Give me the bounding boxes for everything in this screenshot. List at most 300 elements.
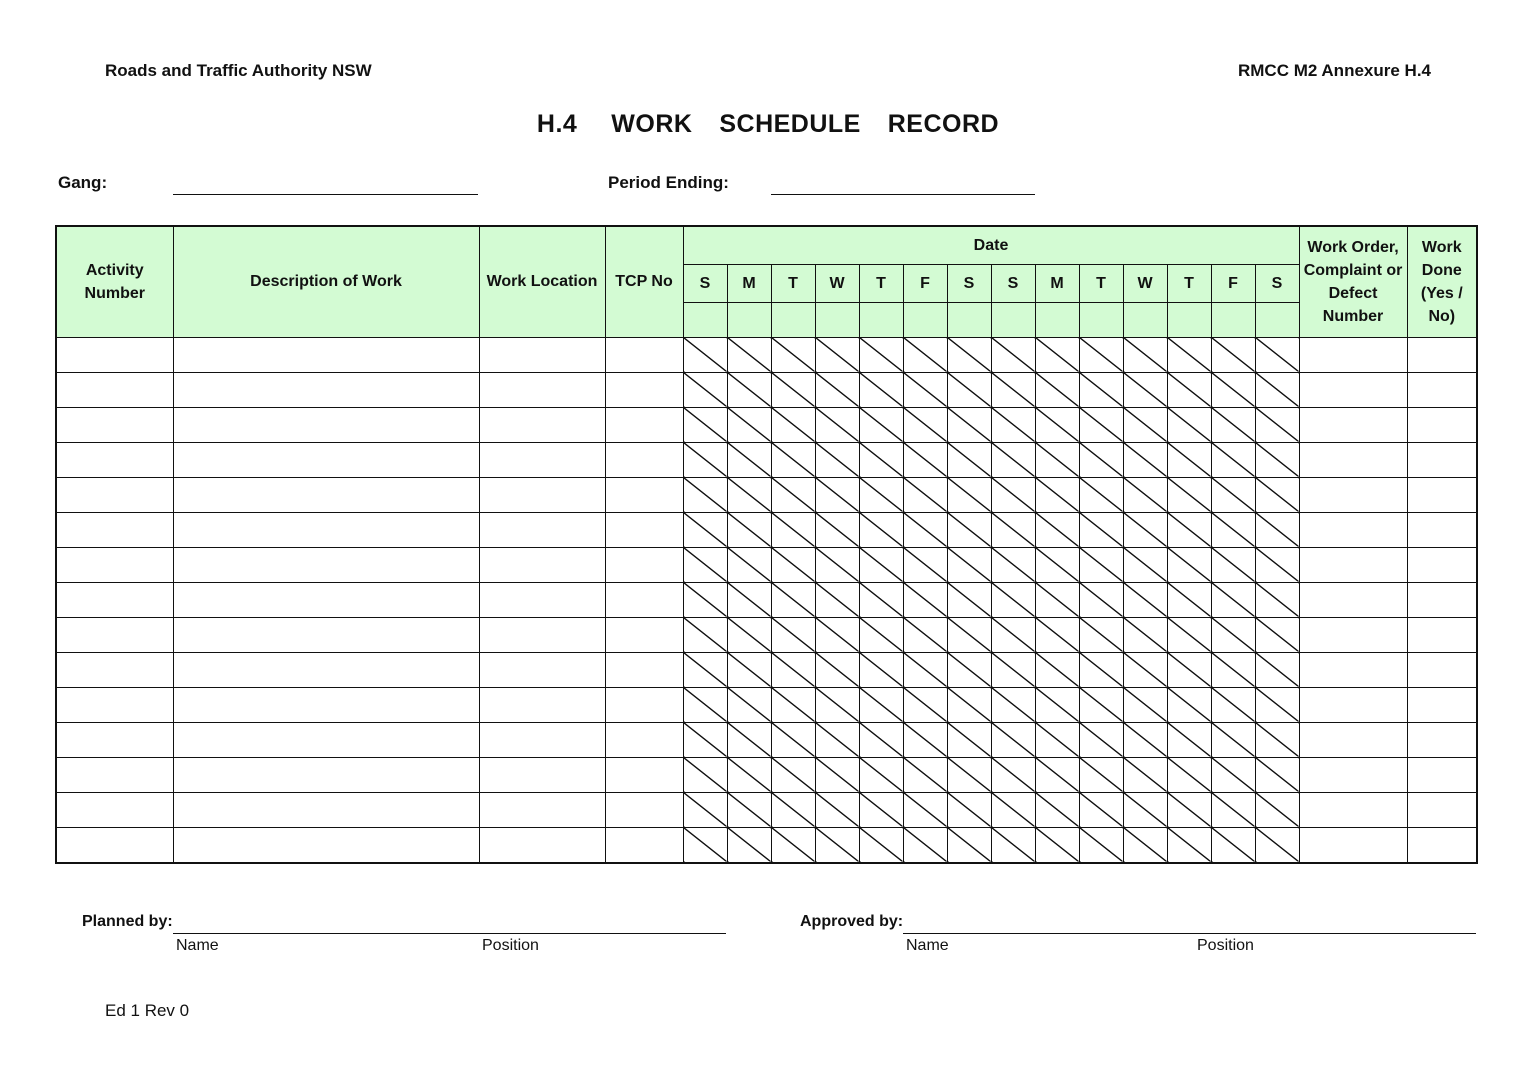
tcp-no-cell[interactable] [605,372,683,407]
work-done-cell[interactable] [1407,827,1477,863]
work-order-cell[interactable] [1299,337,1407,372]
day-cell[interactable] [1167,757,1211,792]
work-done-cell[interactable] [1407,547,1477,582]
day-cell[interactable] [1035,442,1079,477]
work-done-cell[interactable] [1407,687,1477,722]
day-cell[interactable] [1255,547,1299,582]
day-cell[interactable] [683,757,727,792]
day-cell[interactable] [991,792,1035,827]
day-cell[interactable] [859,792,903,827]
day-cell[interactable] [771,722,815,757]
date-cell[interactable] [1255,302,1299,337]
activity-number-cell[interactable] [56,617,173,652]
day-cell[interactable] [991,687,1035,722]
gang-field[interactable] [173,194,478,195]
day-cell[interactable] [903,652,947,687]
date-cell[interactable] [947,302,991,337]
day-cell[interactable] [991,547,1035,582]
description-cell[interactable] [173,722,479,757]
day-cell[interactable] [1123,687,1167,722]
tcp-no-cell[interactable] [605,407,683,442]
approved-by-field[interactable] [903,933,1476,934]
day-cell[interactable] [903,722,947,757]
work-order-cell[interactable] [1299,512,1407,547]
day-cell[interactable] [947,512,991,547]
day-cell[interactable] [947,547,991,582]
day-cell[interactable] [1255,477,1299,512]
day-cell[interactable] [1123,617,1167,652]
day-cell[interactable] [727,757,771,792]
day-cell[interactable] [815,372,859,407]
day-cell[interactable] [1123,337,1167,372]
day-cell[interactable] [1167,617,1211,652]
day-cell[interactable] [991,652,1035,687]
day-cell[interactable] [683,652,727,687]
day-cell[interactable] [1079,372,1123,407]
day-cell[interactable] [727,512,771,547]
day-cell[interactable] [683,687,727,722]
day-cell[interactable] [815,337,859,372]
day-cell[interactable] [903,757,947,792]
day-cell[interactable] [1079,687,1123,722]
day-cell[interactable] [815,407,859,442]
tcp-no-cell[interactable] [605,652,683,687]
day-cell[interactable] [1123,372,1167,407]
day-cell[interactable] [727,617,771,652]
day-cell[interactable] [1211,372,1255,407]
day-cell[interactable] [947,337,991,372]
date-cell[interactable] [859,302,903,337]
day-cell[interactable] [1123,582,1167,617]
day-cell[interactable] [1211,827,1255,863]
description-cell[interactable] [173,617,479,652]
tcp-no-cell[interactable] [605,512,683,547]
day-cell[interactable] [1211,617,1255,652]
work-order-cell[interactable] [1299,722,1407,757]
work-done-cell[interactable] [1407,477,1477,512]
day-cell[interactable] [727,337,771,372]
day-cell[interactable] [859,442,903,477]
day-cell[interactable] [683,372,727,407]
day-cell[interactable] [815,512,859,547]
date-cell[interactable] [727,302,771,337]
day-cell[interactable] [903,512,947,547]
description-cell[interactable] [173,687,479,722]
day-cell[interactable] [947,652,991,687]
work-location-cell[interactable] [479,652,605,687]
period-ending-field[interactable] [771,194,1035,195]
day-cell[interactable] [815,757,859,792]
date-cell[interactable] [991,302,1035,337]
day-cell[interactable] [1255,827,1299,863]
day-cell[interactable] [1035,372,1079,407]
day-cell[interactable] [1167,337,1211,372]
day-cell[interactable] [683,827,727,863]
day-cell[interactable] [991,722,1035,757]
day-cell[interactable] [771,792,815,827]
day-cell[interactable] [1035,722,1079,757]
day-cell[interactable] [1079,407,1123,442]
work-order-cell[interactable] [1299,547,1407,582]
description-cell[interactable] [173,337,479,372]
day-cell[interactable] [815,547,859,582]
day-cell[interactable] [815,442,859,477]
activity-number-cell[interactable] [56,722,173,757]
day-cell[interactable] [815,687,859,722]
day-cell[interactable] [815,582,859,617]
day-cell[interactable] [1079,722,1123,757]
day-cell[interactable] [1123,442,1167,477]
day-cell[interactable] [1211,477,1255,512]
activity-number-cell[interactable] [56,827,173,863]
day-cell[interactable] [1167,722,1211,757]
work-order-cell[interactable] [1299,827,1407,863]
day-cell[interactable] [991,372,1035,407]
work-order-cell[interactable] [1299,582,1407,617]
day-cell[interactable] [771,442,815,477]
day-cell[interactable] [727,687,771,722]
date-cell[interactable] [1079,302,1123,337]
day-cell[interactable] [1167,442,1211,477]
day-cell[interactable] [771,547,815,582]
day-cell[interactable] [1079,477,1123,512]
day-cell[interactable] [1167,687,1211,722]
tcp-no-cell[interactable] [605,617,683,652]
activity-number-cell[interactable] [56,477,173,512]
day-cell[interactable] [1255,372,1299,407]
work-done-cell[interactable] [1407,582,1477,617]
work-location-cell[interactable] [479,547,605,582]
day-cell[interactable] [1255,722,1299,757]
day-cell[interactable] [1211,792,1255,827]
date-cell[interactable] [1035,302,1079,337]
day-cell[interactable] [727,652,771,687]
description-cell[interactable] [173,792,479,827]
day-cell[interactable] [1035,477,1079,512]
day-cell[interactable] [1035,337,1079,372]
day-cell[interactable] [1035,757,1079,792]
day-cell[interactable] [1211,442,1255,477]
day-cell[interactable] [727,477,771,512]
day-cell[interactable] [1123,547,1167,582]
day-cell[interactable] [903,617,947,652]
day-cell[interactable] [859,722,903,757]
day-cell[interactable] [903,792,947,827]
activity-number-cell[interactable] [56,442,173,477]
day-cell[interactable] [1079,757,1123,792]
day-cell[interactable] [947,827,991,863]
day-cell[interactable] [903,477,947,512]
day-cell[interactable] [1255,512,1299,547]
day-cell[interactable] [1123,477,1167,512]
day-cell[interactable] [859,827,903,863]
work-order-cell[interactable] [1299,652,1407,687]
day-cell[interactable] [903,407,947,442]
day-cell[interactable] [727,407,771,442]
day-cell[interactable] [947,477,991,512]
tcp-no-cell[interactable] [605,757,683,792]
description-cell[interactable] [173,372,479,407]
work-location-cell[interactable] [479,442,605,477]
activity-number-cell[interactable] [56,757,173,792]
day-cell[interactable] [771,477,815,512]
day-cell[interactable] [1255,652,1299,687]
work-done-cell[interactable] [1407,512,1477,547]
tcp-no-cell[interactable] [605,477,683,512]
day-cell[interactable] [1035,617,1079,652]
day-cell[interactable] [727,547,771,582]
day-cell[interactable] [815,792,859,827]
day-cell[interactable] [991,512,1035,547]
work-location-cell[interactable] [479,337,605,372]
day-cell[interactable] [1255,337,1299,372]
activity-number-cell[interactable] [56,582,173,617]
description-cell[interactable] [173,547,479,582]
planned-by-field[interactable] [173,933,726,934]
day-cell[interactable] [1079,547,1123,582]
activity-number-cell[interactable] [56,407,173,442]
day-cell[interactable] [727,372,771,407]
day-cell[interactable] [859,617,903,652]
day-cell[interactable] [683,512,727,547]
day-cell[interactable] [947,407,991,442]
day-cell[interactable] [991,337,1035,372]
work-done-cell[interactable] [1407,652,1477,687]
tcp-no-cell[interactable] [605,337,683,372]
work-order-cell[interactable] [1299,442,1407,477]
day-cell[interactable] [1079,582,1123,617]
date-cell[interactable] [1211,302,1255,337]
day-cell[interactable] [1035,652,1079,687]
activity-number-cell[interactable] [56,372,173,407]
work-done-cell[interactable] [1407,372,1477,407]
day-cell[interactable] [1167,477,1211,512]
day-cell[interactable] [683,477,727,512]
day-cell[interactable] [1167,827,1211,863]
day-cell[interactable] [1211,687,1255,722]
day-cell[interactable] [771,617,815,652]
work-location-cell[interactable] [479,582,605,617]
day-cell[interactable] [903,442,947,477]
date-cell[interactable] [1167,302,1211,337]
day-cell[interactable] [727,582,771,617]
day-cell[interactable] [1255,687,1299,722]
day-cell[interactable] [1079,337,1123,372]
day-cell[interactable] [771,337,815,372]
description-cell[interactable] [173,582,479,617]
activity-number-cell[interactable] [56,512,173,547]
work-done-cell[interactable] [1407,792,1477,827]
day-cell[interactable] [859,407,903,442]
day-cell[interactable] [727,792,771,827]
work-order-cell[interactable] [1299,757,1407,792]
day-cell[interactable] [1123,757,1167,792]
day-cell[interactable] [1167,407,1211,442]
day-cell[interactable] [1211,337,1255,372]
description-cell[interactable] [173,407,479,442]
day-cell[interactable] [1211,582,1255,617]
day-cell[interactable] [991,617,1035,652]
day-cell[interactable] [815,722,859,757]
day-cell[interactable] [947,617,991,652]
date-cell[interactable] [815,302,859,337]
day-cell[interactable] [1079,512,1123,547]
day-cell[interactable] [991,757,1035,792]
day-cell[interactable] [991,827,1035,863]
day-cell[interactable] [815,617,859,652]
day-cell[interactable] [947,792,991,827]
day-cell[interactable] [1255,757,1299,792]
date-cell[interactable] [683,302,727,337]
day-cell[interactable] [683,337,727,372]
day-cell[interactable] [683,407,727,442]
day-cell[interactable] [1211,547,1255,582]
work-location-cell[interactable] [479,827,605,863]
day-cell[interactable] [1211,757,1255,792]
tcp-no-cell[interactable] [605,582,683,617]
day-cell[interactable] [859,547,903,582]
day-cell[interactable] [771,372,815,407]
work-order-cell[interactable] [1299,792,1407,827]
day-cell[interactable] [771,827,815,863]
day-cell[interactable] [903,547,947,582]
day-cell[interactable] [1123,407,1167,442]
description-cell[interactable] [173,477,479,512]
day-cell[interactable] [903,687,947,722]
activity-number-cell[interactable] [56,652,173,687]
day-cell[interactable] [1211,722,1255,757]
tcp-no-cell[interactable] [605,547,683,582]
day-cell[interactable] [1079,792,1123,827]
work-order-cell[interactable] [1299,477,1407,512]
work-location-cell[interactable] [479,407,605,442]
day-cell[interactable] [991,477,1035,512]
date-cell[interactable] [771,302,815,337]
work-order-cell[interactable] [1299,407,1407,442]
day-cell[interactable] [1167,792,1211,827]
day-cell[interactable] [1035,547,1079,582]
tcp-no-cell[interactable] [605,792,683,827]
work-order-cell[interactable] [1299,372,1407,407]
description-cell[interactable] [173,512,479,547]
tcp-no-cell[interactable] [605,442,683,477]
day-cell[interactable] [683,617,727,652]
date-cell[interactable] [1123,302,1167,337]
date-cell[interactable] [903,302,947,337]
day-cell[interactable] [815,477,859,512]
day-cell[interactable] [947,757,991,792]
description-cell[interactable] [173,652,479,687]
work-location-cell[interactable] [479,757,605,792]
day-cell[interactable] [815,652,859,687]
day-cell[interactable] [859,372,903,407]
day-cell[interactable] [683,792,727,827]
day-cell[interactable] [903,827,947,863]
day-cell[interactable] [1035,407,1079,442]
day-cell[interactable] [1167,652,1211,687]
day-cell[interactable] [1035,512,1079,547]
work-location-cell[interactable] [479,617,605,652]
description-cell[interactable] [173,827,479,863]
day-cell[interactable] [771,582,815,617]
day-cell[interactable] [1035,827,1079,863]
day-cell[interactable] [859,512,903,547]
day-cell[interactable] [771,757,815,792]
day-cell[interactable] [1079,827,1123,863]
day-cell[interactable] [991,407,1035,442]
day-cell[interactable] [1035,792,1079,827]
day-cell[interactable] [1255,792,1299,827]
day-cell[interactable] [859,652,903,687]
day-cell[interactable] [1255,617,1299,652]
day-cell[interactable] [727,722,771,757]
work-location-cell[interactable] [479,722,605,757]
work-location-cell[interactable] [479,687,605,722]
day-cell[interactable] [1211,652,1255,687]
day-cell[interactable] [727,442,771,477]
day-cell[interactable] [903,372,947,407]
day-cell[interactable] [1167,372,1211,407]
day-cell[interactable] [1255,442,1299,477]
tcp-no-cell[interactable] [605,722,683,757]
day-cell[interactable] [771,512,815,547]
work-location-cell[interactable] [479,512,605,547]
day-cell[interactable] [1255,407,1299,442]
day-cell[interactable] [1079,617,1123,652]
day-cell[interactable] [1123,652,1167,687]
day-cell[interactable] [859,477,903,512]
work-location-cell[interactable] [479,372,605,407]
tcp-no-cell[interactable] [605,687,683,722]
work-location-cell[interactable] [479,477,605,512]
day-cell[interactable] [903,337,947,372]
day-cell[interactable] [683,722,727,757]
day-cell[interactable] [991,442,1035,477]
day-cell[interactable] [1211,512,1255,547]
work-done-cell[interactable] [1407,757,1477,792]
day-cell[interactable] [947,442,991,477]
activity-number-cell[interactable] [56,337,173,372]
day-cell[interactable] [1167,547,1211,582]
day-cell[interactable] [859,757,903,792]
day-cell[interactable] [947,687,991,722]
day-cell[interactable] [771,652,815,687]
work-done-cell[interactable] [1407,407,1477,442]
work-done-cell[interactable] [1407,617,1477,652]
day-cell[interactable] [859,337,903,372]
day-cell[interactable] [1123,512,1167,547]
work-done-cell[interactable] [1407,442,1477,477]
day-cell[interactable] [1123,827,1167,863]
day-cell[interactable] [859,582,903,617]
work-done-cell[interactable] [1407,337,1477,372]
day-cell[interactable] [947,582,991,617]
day-cell[interactable] [1167,512,1211,547]
day-cell[interactable] [683,547,727,582]
day-cell[interactable] [815,827,859,863]
day-cell[interactable] [727,827,771,863]
activity-number-cell[interactable] [56,792,173,827]
day-cell[interactable] [859,687,903,722]
day-cell[interactable] [1035,582,1079,617]
day-cell[interactable] [1255,582,1299,617]
day-cell[interactable] [683,442,727,477]
day-cell[interactable] [1211,407,1255,442]
day-cell[interactable] [1079,652,1123,687]
day-cell[interactable] [1123,792,1167,827]
day-cell[interactable] [947,372,991,407]
tcp-no-cell[interactable] [605,827,683,863]
